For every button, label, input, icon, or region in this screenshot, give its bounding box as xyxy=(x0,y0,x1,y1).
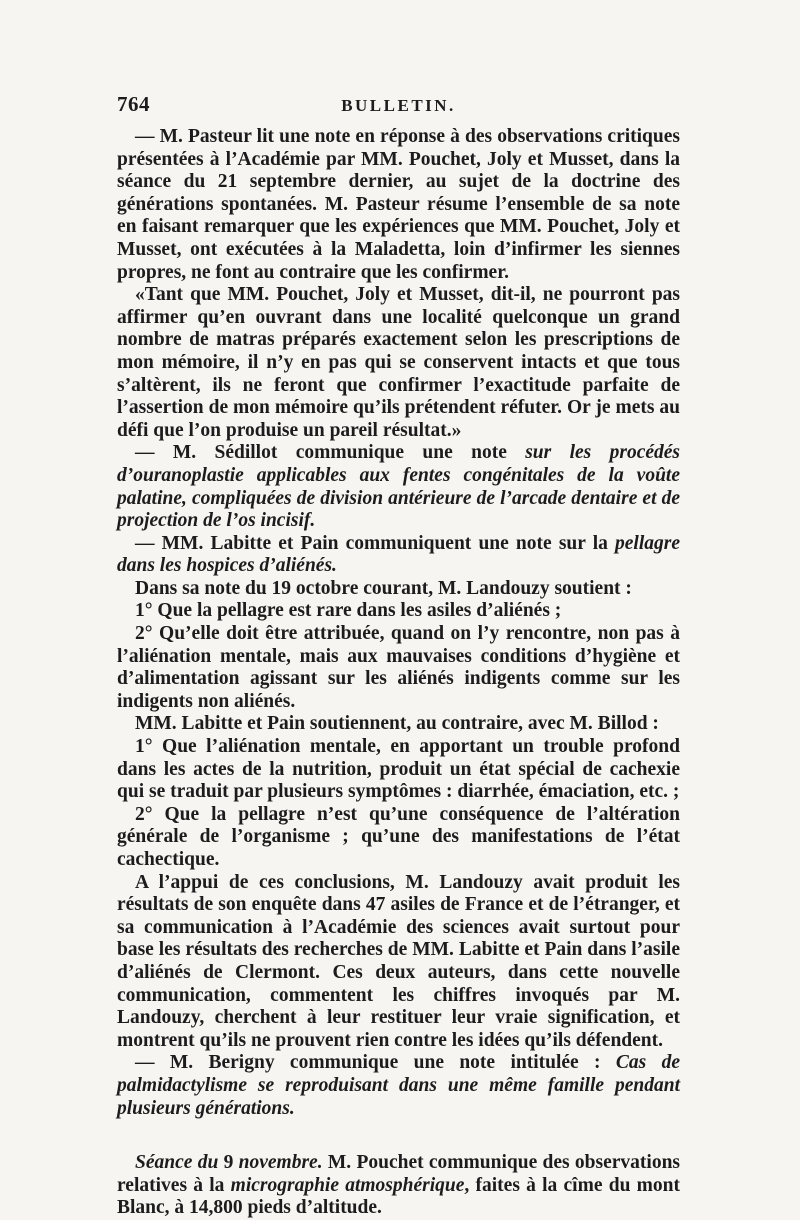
text-segment: — MM. Labitte et Pain communiquent une note sur la xyxy=(135,532,616,554)
italic-text: novembre. xyxy=(238,1152,323,1174)
text-segment: 2° Que la pellagre n’est qu’une conséquence de l’altération générale de l’organisme ; qu’une des manifestations de l’état cachectique. xyxy=(117,803,680,870)
text-segment: A l’appui de ces conclusions, M. Landouzy avait produit les résultats de son enquête dans 47 asiles de France et de l’étranger, et sa communication à l’Académie des sciences avait surtout pour base les résultats des recherches de MM. Labitte et Pain dans l’asile d’aliénés de Clermont. Ces deux auteurs, dans cette nouvelle communication, commentent les chiffres invoqués par M. Landouzy, cherchent à leur restituer leur vraie signification, et montrent qu’ils ne prouvent rien contre les idées qu’ils défendent. xyxy=(117,871,680,1051)
running-title: BULLETIN. xyxy=(341,96,456,115)
page-number: 764 xyxy=(117,92,150,116)
text-segment: — M. Sédillot communique une note xyxy=(135,442,526,464)
paragraph xyxy=(117,284,680,442)
paragraph xyxy=(117,623,680,713)
body-text xyxy=(117,126,680,1220)
paragraph xyxy=(117,713,680,736)
text-segment: 1° Que la pellagre est rare dans les asiles d’aliénés ; xyxy=(135,600,562,622)
text-segment: 9 xyxy=(218,1152,239,1174)
text-segment: 1° Que l’aliénation mentale, en apportant un trouble profond dans les actes de la nutrition, produit un état spécial de cachexie qui se traduit par plusieurs symptômes : diarrhée, émaciation, etc. ; xyxy=(117,736,680,803)
paragraph xyxy=(117,578,680,601)
paragraph xyxy=(117,872,680,1053)
paragraph xyxy=(117,804,680,872)
italic-text: Cas de palmidactylisme se reproduisant dans une même famille pendant plusieurs générations. xyxy=(117,1052,680,1119)
text-segment: MM. Labitte et Pain soutiennent, au contraire, avec M. Billod : xyxy=(135,713,659,735)
italic-text: micrographie atmosphérique xyxy=(230,1174,465,1196)
italic-text: Séance du xyxy=(135,1152,219,1174)
text-segment: — M. Pasteur lit une note en réponse à des observations critiques présentées à l’Académie par MM. Pouchet, Joly et Musset, dans la séance du 21 septembre dernier, au sujet de la doctrine des générations spontanées. M. Pasteur résume l’ensemble de sa note en faisant remarquer que les expériences que MM. Pouchet, Joly et Musset, ont exécutées à la Maladetta, loin d’infirmer les siennes propres, ne font au contraire que les confirmer. xyxy=(117,126,680,283)
page-header xyxy=(117,92,680,126)
paragraph xyxy=(117,600,680,623)
text-segment: , faites à la cîme du mont Blanc, à 14,800 pieds d’altitude. xyxy=(117,1174,680,1219)
paragraph xyxy=(117,736,680,804)
italic-text: pellagre dans les hospices d’aliénés. xyxy=(117,532,680,577)
text-segment: M. Pouchet communique des observations relatives à la xyxy=(117,1152,681,1196)
text-segment: — M. Berigny communique une note intitulée : xyxy=(135,1052,616,1074)
paragraph xyxy=(117,442,680,532)
paragraph xyxy=(117,1052,680,1120)
section-separator xyxy=(117,1120,680,1152)
paragraph xyxy=(117,126,680,284)
italic-text: sur les procédés d’ouranoplastie applicables aux fentes congénitales de la voûte palatine, compliquées de division antérieure de l’arcade dentaire et de projection de l’os incisif. xyxy=(117,442,680,532)
text-segment: «Tant que MM. Pouchet, Joly et Musset, dit-il, ne pourront pas affirmer qu’en ouvrant dans une localité quelconque un grand nombre de matras préparés exactement selon les prescriptions de mon mémoire, il n’y en pas qui se conservent intacts et que tous s’altèrent, ils ne feront que confirmer l’exactitude parfaite de l’assertion de mon mémoire qu’ils prétendent réfuter. Or je mets au défi que l’on produise un pareil résultat.» xyxy=(117,284,680,441)
paragraph xyxy=(117,1152,680,1220)
text-segment: Dans sa note du 19 octobre courant, M. Landouzy soutient : xyxy=(135,577,632,599)
paragraph xyxy=(117,533,680,578)
text-segment: 2° Qu’elle doit être attribuée, quand on l’y rencontre, non pas à l’aliénation mentale, mais aux mauvaises conditions d’hygiène et d’alimentation agissant sur les aliénés indigents comme sur les indigents non aliénés. xyxy=(117,623,680,712)
